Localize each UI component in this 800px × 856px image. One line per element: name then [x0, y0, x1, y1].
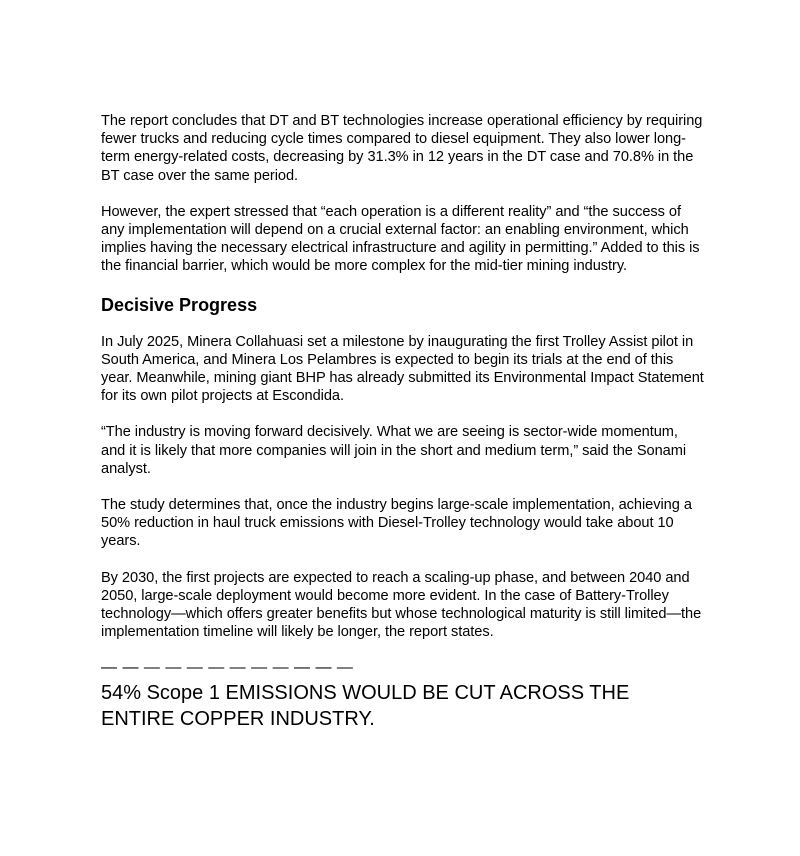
paragraph-efficiency: The report concludes that DT and BT technologies increase operational efficiency by requiring fewer trucks and reducing cycle times compared to diesel equipment. They also lower long-term energy-related costs, decreasing by 31.3% in 12 years in the DT case and 70.8% in the BT case over the same period.: [101, 113, 703, 184]
paragraph-industry-quote: “The industry is moving forward decisively. What we are seeing is sector-wide momentum, and it is likely that more companies will join in the short and medium term,” said the Sonami analyst.: [101, 424, 687, 477]
article-content: [101, 112, 706, 732]
paragraph-pilots: In July 2025, Minera Collahuasi set a milestone by inaugurating the first Trolley Assist pilot in South America, and Minera Los Pelambres is expected to begin its trials at the end of this year. Meanwhile, mining giant BHP has already submitted its Environmental Impact Statement for its own pilot projects at Escondida.: [101, 333, 704, 405]
section-heading: Decisive Progress: [101, 294, 258, 315]
paragraph-expert-quote: However, the expert stressed that “each operation is a different reality” and “the success of any implementation will depend on a crucial external factor: an enabling environment, which implies having the necessary electrical infrastructure and agility in permitting.” Added to this is the financial barrier, which would be more complex for the mid-tier mining industry.: [101, 203, 700, 275]
callout-divider: — — — — — — — — — — — —: [101, 659, 354, 677]
callout-statement: 54% Scope 1 EMISSIONS WOULD BE CUT ACROSS THE ENTIRE COPPER INDUSTRY.: [101, 682, 630, 731]
paragraph-study: The study determines that, once the industry begins large-scale implementation, achieving a 50% reduction in haul truck emissions with Diesel-Trolley technology would take about 10 years.: [101, 497, 692, 550]
paragraph-timeline: By 2030, the first projects are expected to reach a scaling-up phase, and between 2040 and 2050, large-scale deployment would become more evident. In the case of Battery-Trolley technology—which offers greater benefits but whose technological maturity is still limited—the implementation timeline will likely be longer, the report states.: [101, 569, 702, 641]
